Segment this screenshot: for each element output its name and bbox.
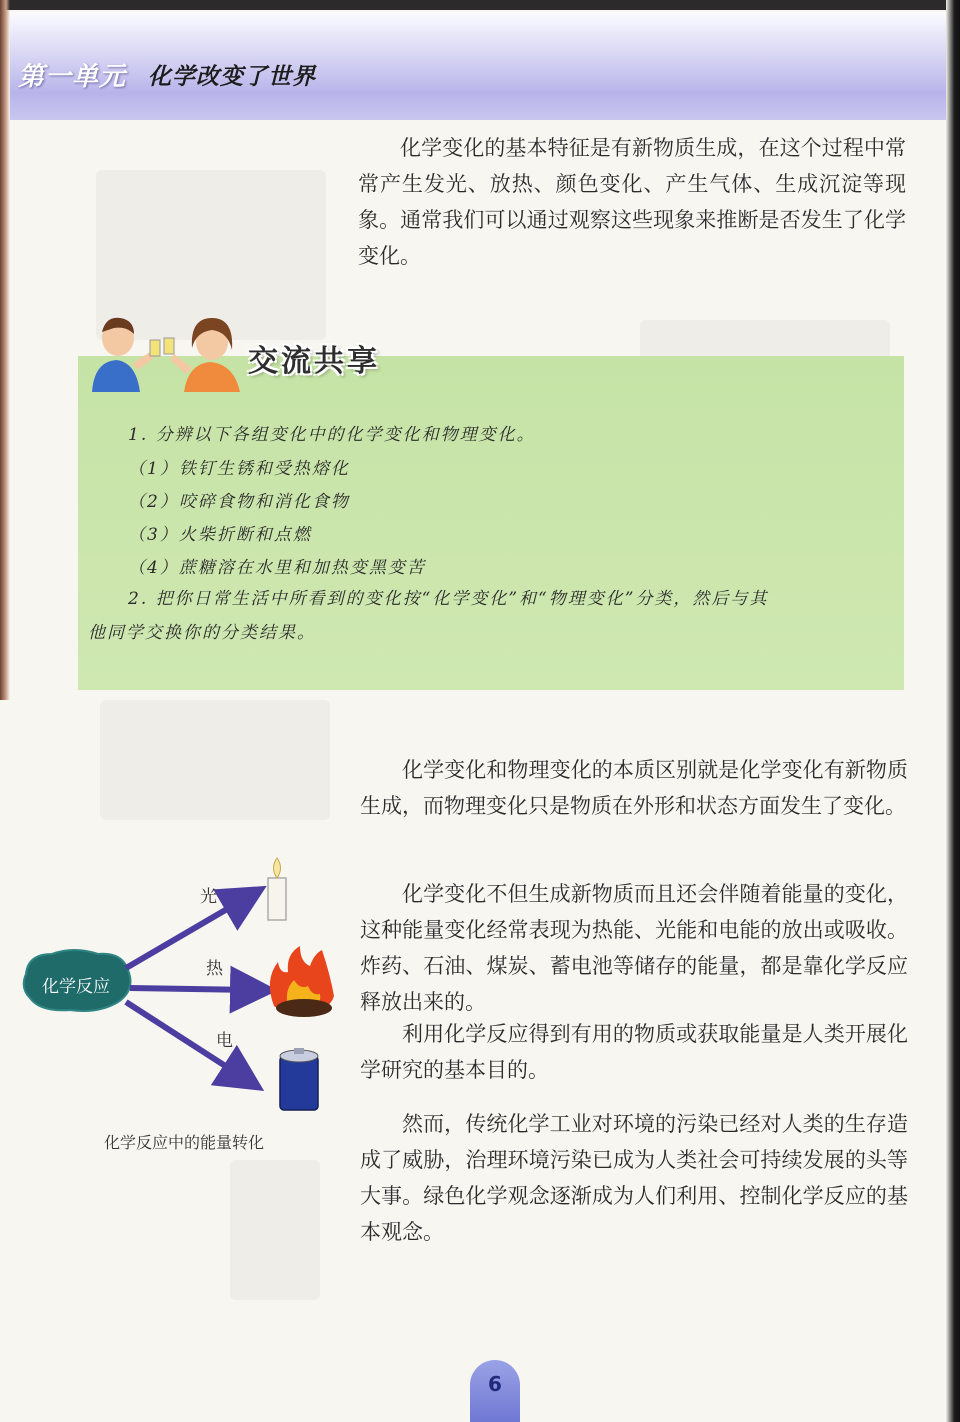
share-item: （2）咬碎食物和消化食物 bbox=[128, 492, 350, 512]
energy-conversion-diagram bbox=[18, 850, 358, 1120]
unit-title: 化学改变了世界 bbox=[148, 63, 316, 90]
page-number: 6 bbox=[488, 1372, 502, 1396]
share-item: 2. 把你日常生活中所看到的变化按“化学变化”和“物理变化”分类，然后与其 bbox=[128, 589, 769, 609]
paragraph-energy-change: 化学变化不但生成新物质而且还会伴随着能量的变化，这种能量变化经常表现为热能、光能和电能的放出或吸收。炸药、石油、煤炭、蓄电池等储存的能量，都是靠化学反应释放出来的。 bbox=[360, 882, 908, 1014]
reaction-center-label: 化学反应 bbox=[42, 977, 110, 997]
right-scan-edge bbox=[946, 0, 960, 1422]
arrow-label-heat: 热 bbox=[206, 959, 223, 979]
share-title: 交流共享 bbox=[248, 344, 380, 379]
arrow-label-electric: 电 bbox=[216, 1031, 233, 1051]
bleed-through-shape bbox=[230, 1160, 320, 1300]
paragraph-green-chemistry: 然而，传统化学工业对环境的污染已经对人类的生存造成了威胁，治理环境污染已成为人类社会可持续发展的头等大事。绿色化学观念逐渐成为人们利用、控制化学反应的基本观念。 bbox=[360, 1112, 908, 1244]
arrow-light bbox=[126, 898, 246, 968]
share-item: 他同学交换你的分类结果。 bbox=[88, 623, 316, 643]
share-item: （1）铁钉生锈和受热熔化 bbox=[128, 459, 350, 479]
unit-label: 第一单元 bbox=[18, 62, 127, 92]
paragraph-essential-difference: 化学变化和物理变化的本质区别就是化学变化有新物质生成，而物理变化只是物质在外形和状态方面发生了变化。 bbox=[360, 758, 908, 818]
bleed-through-shape bbox=[100, 700, 330, 820]
fire-icon bbox=[270, 946, 334, 1017]
paragraph-chemical-change-features: 化学变化的基本特征是有新物质生成，在这个过程中常常产生发光、放热、颜色变化、产生气体、生成沉淀等现象。通常我们可以通过观察这些现象来推断是否发生了化学变化。 bbox=[358, 136, 906, 268]
diagram-caption: 化学反应中的能量转化 bbox=[104, 1133, 265, 1152]
left-scan-edge bbox=[0, 0, 10, 700]
paragraph-basic-purpose: 利用化学反应得到有用的物质或获取能量是人类开展化学研究的基本目的。 bbox=[360, 1022, 908, 1082]
candle-icon bbox=[268, 858, 286, 920]
glasses bbox=[150, 338, 174, 356]
share-item: 1. 分辨以下各组变化中的化学变化和物理变化。 bbox=[128, 425, 536, 445]
girl-figure bbox=[170, 318, 240, 392]
arrow-label-light: 光 bbox=[200, 887, 217, 907]
boy-figure bbox=[92, 318, 154, 392]
arrow-heat bbox=[130, 988, 254, 990]
share-item: （4）蔗糖溶在水里和加热变黑变苦 bbox=[128, 558, 426, 578]
top-scan-edge bbox=[0, 0, 960, 10]
battery-icon bbox=[280, 1048, 318, 1110]
students-toasting-illustration bbox=[84, 308, 254, 392]
share-item: （3）火柴折断和点燃 bbox=[128, 525, 312, 545]
